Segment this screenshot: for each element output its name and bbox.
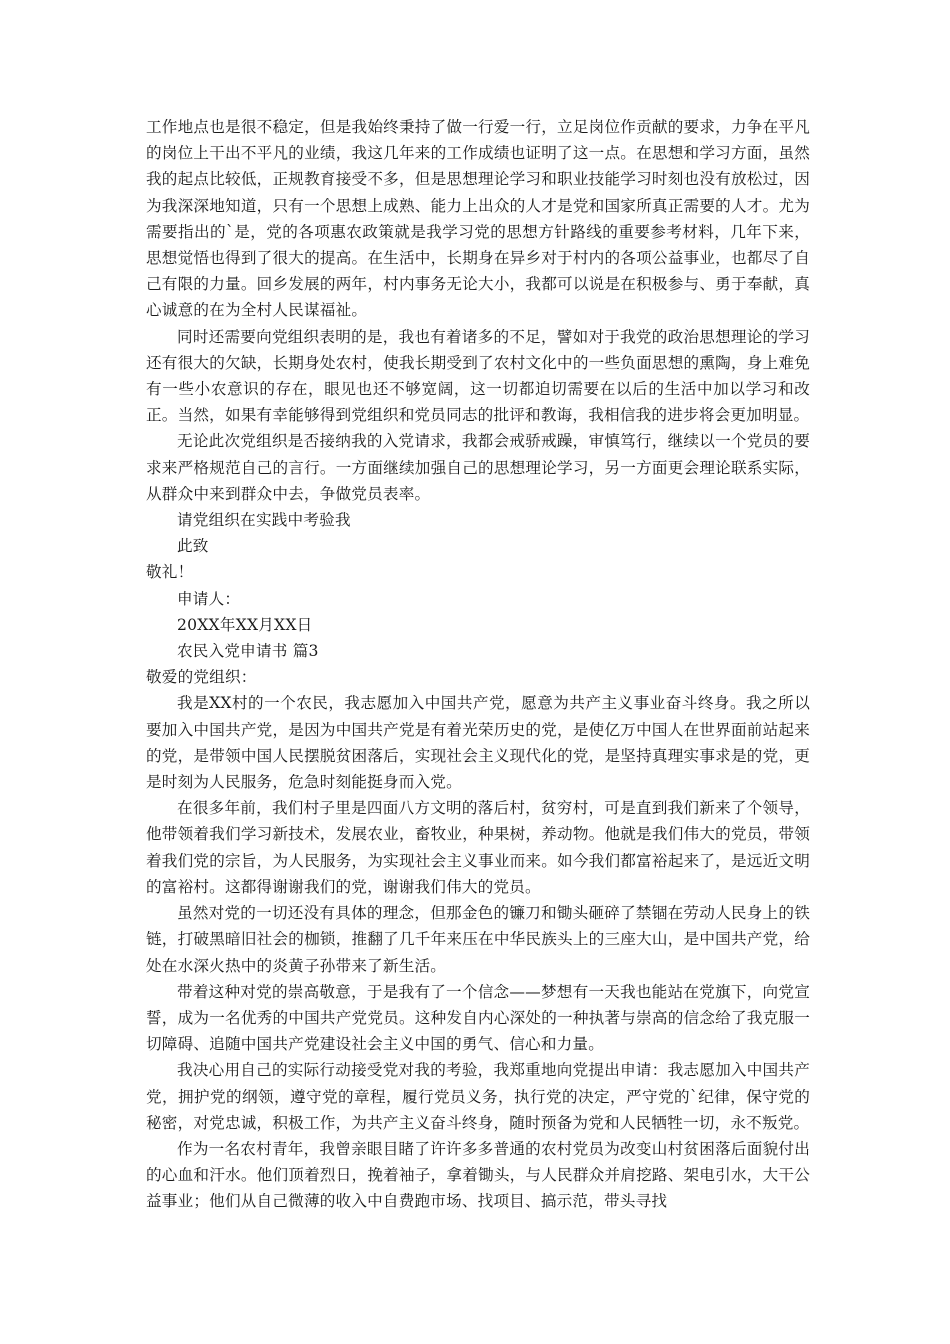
paragraph-commitment: 无论此次党组织是否接纳我的入党请求，我都会戒骄戒躁，审慎笃行，继续以一个党员的要求来严格规范自己的言行。一方面继续加强自己的思想理论学习，另一方面更会理论联系实际，从群众中来到群众中去，争做党员表率。	[146, 432, 810, 503]
application-date: 20XX年XX月XX日	[177, 615, 313, 634]
closing-salutation: 此致	[177, 537, 209, 556]
paragraph-rural-youth: 作为一名农村青年，我曾亲眼目睹了许许多多普通的农村党员为改变山村贫困落后面貌付出的心血和汗水。他们顶着烈日，挽着袖子，拿着锄头，与人民群众并肩挖路、架电引水，大干公益事业；他们从自己微薄的收入中自费跑市场、找项目、搞示范，带头寻找	[146, 1139, 810, 1211]
applicant-label: 申请人：	[177, 589, 241, 608]
section-heading: 农民入党申请书 篇3	[177, 642, 319, 661]
paragraph-work-study: 工作地点也是很不稳定，但是我始终秉持了做一行爱一行，立足岗位作贡献的要求，力争在平凡的岗位上干出不平凡的业绩，我这几年来的工作成绩也证明了这一点。在思想和学习方面，虽然我的起点比较低，正规教育接受不多，但是思想理论学习和职业技能学习时刻也没有放松过，因为我深深地知道，只有一个思想上成熟、能力上出众的人才是党和国家所真正需要的人才。尤为需要指出的`是，党的各项惠农政策就是我学习党的思想方针路线的重要参考材料，几年下来，思想觉悟也得到了很大的提高。在生活中，长期身在异乡对于村内的各项公益事业，也都尽了自己有限的力量。回乡发展的两年，村内事务无论大小，我都可以说是在积极参与、勇于奉献，真心诚意的在为全村人民谋福祉。	[146, 118, 810, 320]
paragraph-shortcomings: 同时还需要向党组织表明的是，我也有着诸多的不足，譬如对于我党的政治思想理论的学习还有很大的欠缺，长期身处农村，使我长期受到了农村文化中的一些负面思想的熏陶，身上难免有一些小农意识的存在，眼见也还不够宽阔，这一切都迫切需要在以后的生活中加以学习和改正。当然，如果有幸能够得到党组织和党员同志的批评和教诲，我相信我的进步将会更加明显。	[146, 327, 810, 425]
greeting: 敬爱的党组织：	[146, 668, 257, 687]
paragraph-oath: 我决心用自己的实际行动接受党对我的考验，我郑重地向党提出申请：我志愿加入中国共产党，拥护党的纲领，遵守党的章程，履行党员义务，执行党的决定，严守党的`纪律，保守党的秘密，对党忠诚，积极工作，为共产主义奋斗终身，随时预备为党和人民牺牲一切，永不叛党。	[146, 1061, 810, 1132]
closing-regards: 敬礼！	[146, 563, 194, 582]
paragraph-village-history: 在很多年前，我们村子里是四面八方文明的落后村，贫穷村，可是直到我们新来了个领导，他带领着我们学习新技术，发展农业，畜牧业，种果树，养动物。他就是我们伟大的党员，带领着我们党的宗旨，为人民服务，为实现社会主义事业而来。如今我们都富裕起来了，是远近文明的富裕村。这都得谢谢我们的党，谢谢我们伟大的党员。	[146, 799, 810, 896]
closing-request: 请党组织在实践中考验我	[177, 511, 351, 530]
paragraph-intro: 我是XX村的一个农民，我志愿加入中国共产党，愿意为共产主义事业奋斗终身。我之所以要加入中国共产党，是因为中国共产党是有着光荣历史的党，是使亿万中国人在世界面前站起来的党，是带领中国人民摆脱贫困落后，实现社会主义现代化的党，是坚持真理实事求是的党，更是时刻为人民服务，危急时刻能挺身而入党。	[146, 694, 810, 792]
document-page	[146, 114, 810, 1215]
paragraph-party-history: 虽然对党的一切还没有具体的理念，但那金色的镰刀和锄头砸碎了禁锢在劳动人民身上的铁链，打破黑暗旧社会的枷锁，推翻了几千年来压在中华民族头上的三座大山，是中国共产党，给处在水深火热中的炎黄子孙带来了新生活。	[146, 904, 810, 975]
paragraph-belief: 带着这种对党的崇高敬意，于是我有了一个信念——梦想有一天我也能站在党旗下，向党宣誓，成为一名优秀的中国共产党党员。这种发自内心深处的一种执著与崇高的信念给了我克服一切障碍、追随中国共产党建设社会主义中国的勇气、信心和力量。	[146, 982, 810, 1054]
